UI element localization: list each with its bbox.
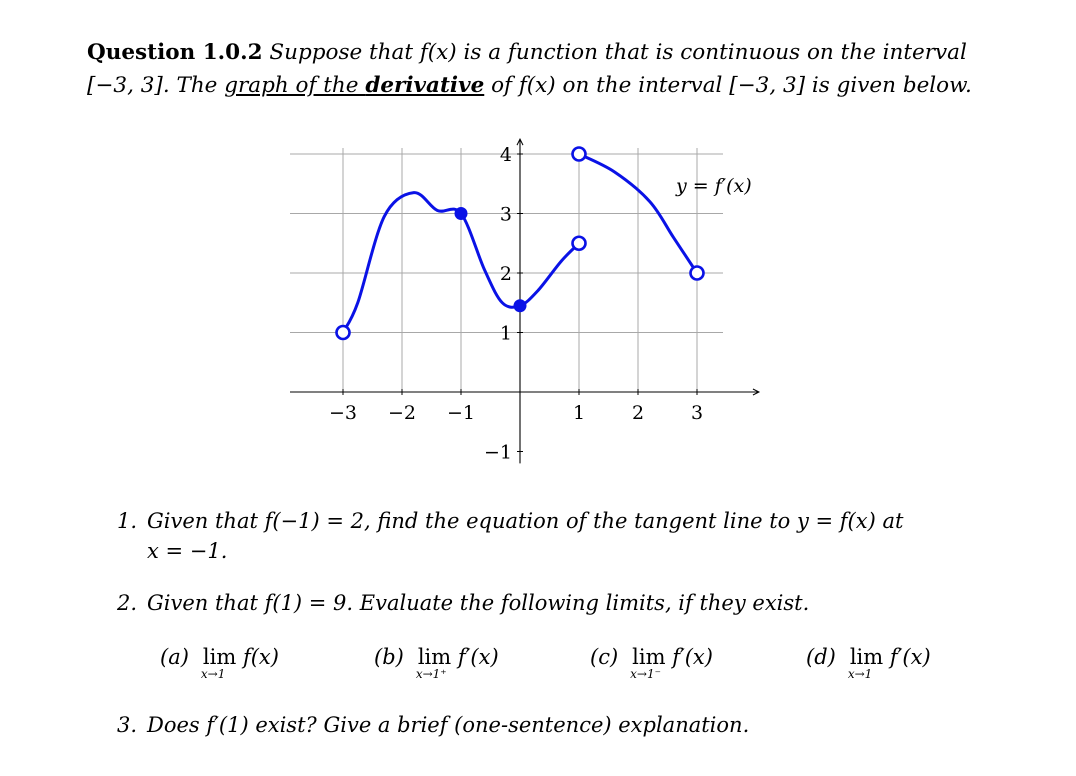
limit-a bbox=[160, 645, 279, 681]
limit-a-expression: f(x) bbox=[242, 645, 279, 669]
curve-label: y = f′(x) bbox=[676, 175, 752, 197]
lim-text: lim bbox=[632, 645, 666, 669]
derivative-word: derivative bbox=[365, 73, 485, 98]
y-tick-label: 1 bbox=[499, 322, 512, 345]
limit-c-operator bbox=[630, 645, 666, 681]
limit-a-subscript: x→1 bbox=[200, 667, 226, 681]
open-point bbox=[691, 267, 704, 280]
limit-a-label: (a) bbox=[160, 645, 189, 669]
limit-c bbox=[590, 645, 713, 681]
item-2-text: Given that f(1) = 9. Evaluate the following limits, if they exist. bbox=[147, 591, 810, 615]
item-1-text-line-2: x = −1. bbox=[147, 539, 228, 563]
limit-d-expression: f′(x) bbox=[889, 645, 931, 669]
limit-b bbox=[374, 645, 499, 681]
open-point bbox=[573, 237, 586, 250]
item-1-text-line-1: Given that f(−1) = 2, find the equation of the tangent line to y = f(x) at bbox=[147, 509, 904, 533]
limit-d-subscript: x→1 bbox=[847, 667, 873, 681]
item-3-number: 3. bbox=[117, 713, 138, 737]
closed-point bbox=[455, 208, 467, 220]
limit-d-label: (d) bbox=[806, 645, 836, 669]
item-1-number: 1. bbox=[117, 509, 138, 533]
limit-b-expression: f′(x) bbox=[457, 645, 499, 669]
question-line-2b: of f(x) on the interval [−3, 3] is given below. bbox=[491, 73, 972, 98]
x-tick-label: −2 bbox=[387, 402, 417, 424]
limit-c-label: (c) bbox=[590, 645, 619, 669]
x-tick-label: 1 bbox=[572, 402, 586, 424]
item-2-number: 2. bbox=[117, 591, 138, 615]
limit-d-operator bbox=[847, 645, 884, 681]
x-tick-label: −1 bbox=[446, 402, 476, 424]
open-point bbox=[573, 148, 586, 161]
item-3-text: Does f′(1) exist? Give a brief (one-sentence) explanation. bbox=[147, 713, 750, 737]
question-number: Question 1.0.2 bbox=[87, 40, 263, 65]
limit-d bbox=[806, 645, 931, 681]
y-tick-label: 3 bbox=[499, 203, 512, 226]
limit-b-subscript: x→1⁺ bbox=[415, 667, 447, 681]
limit-c-subscript: x→1⁻ bbox=[630, 667, 661, 681]
y-tick-label: 4 bbox=[499, 144, 512, 166]
y-tick-label: −1 bbox=[483, 441, 512, 464]
item-2 bbox=[117, 588, 809, 618]
underlined-phrase: graph of the bbox=[224, 73, 359, 98]
x-tick-label: −3 bbox=[328, 402, 358, 424]
limit-a-operator bbox=[200, 645, 237, 681]
lim-text: lim bbox=[849, 645, 884, 669]
item-1 bbox=[117, 506, 997, 566]
x-tick-label: 3 bbox=[690, 402, 704, 424]
item-3 bbox=[117, 710, 749, 740]
question-line-2a: [−3, 3]. The bbox=[87, 73, 218, 98]
open-point bbox=[337, 326, 350, 339]
limit-b-label: (b) bbox=[374, 645, 404, 669]
y-tick-label: 2 bbox=[499, 263, 512, 285]
limit-c-expression: f′(x) bbox=[672, 645, 713, 669]
closed-point bbox=[514, 300, 526, 312]
limit-b-operator bbox=[415, 645, 452, 681]
lim-text: lim bbox=[202, 645, 237, 669]
lim-text: lim bbox=[417, 645, 452, 669]
x-tick-label: 2 bbox=[631, 402, 645, 424]
question-line-1: Suppose that f(x) is a function that is continuous on the interval bbox=[269, 40, 967, 65]
